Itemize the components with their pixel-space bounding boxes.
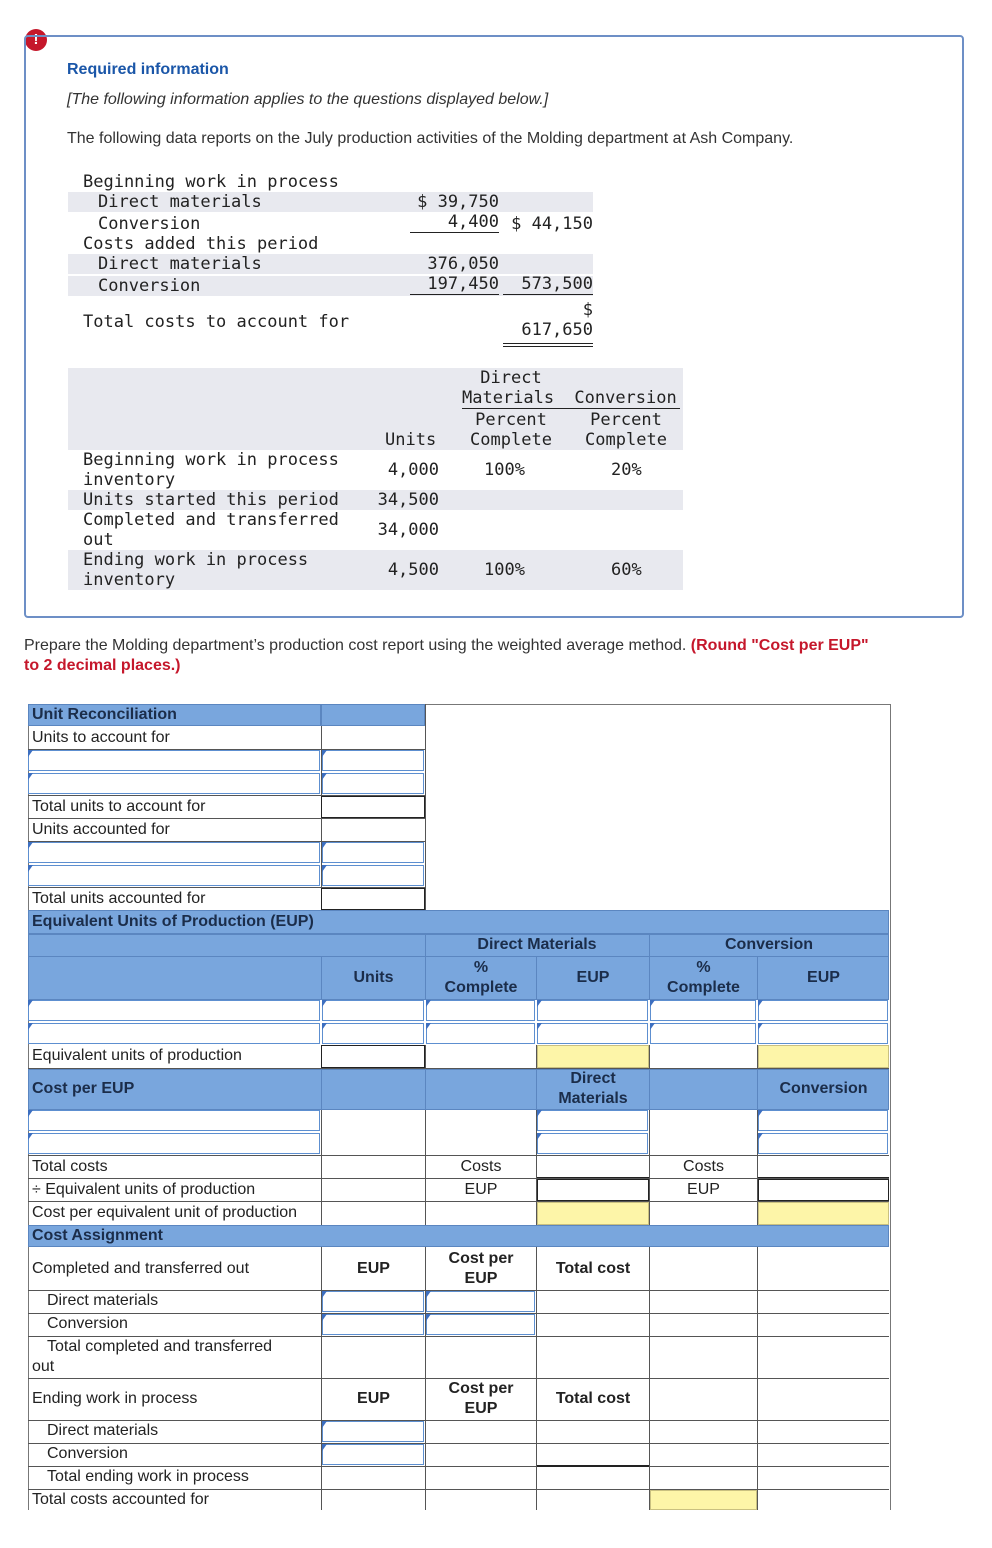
divider	[28, 818, 425, 819]
bwip-conv-value: 4,400	[410, 212, 499, 233]
conv-total-costs-value[interactable]	[758, 1156, 889, 1178]
eup-units-header: Units	[353, 969, 394, 986]
completed-dm-cost-per-eup-input[interactable]	[426, 1291, 535, 1312]
cost-per-eup-dm-header-2: Materials	[558, 1090, 628, 1107]
eup-row2-units-input[interactable]	[322, 1023, 424, 1044]
eup-title: Equivalent Units of Production (EUP)	[32, 913, 314, 930]
header-conv-percent: Percent	[590, 410, 662, 430]
divider	[425, 1069, 426, 1110]
bwip-dm-value: $ 39,750	[417, 192, 499, 212]
dm-total-costs-value[interactable]	[537, 1156, 649, 1178]
cost-per-eup-dm-header-1: Direct	[570, 1070, 616, 1087]
grand-total-dollar: $	[582, 300, 593, 320]
completed-cost-per-header-1: Cost per	[448, 1250, 514, 1267]
added-dm-label: Direct materials	[98, 254, 262, 274]
total-costs-label: Total costs	[32, 1158, 108, 1175]
header-dm-percent: Percent	[475, 410, 547, 430]
conv-cost-per-eup-value[interactable]	[758, 1202, 889, 1225]
eup-dm-pct-symbol: %	[473, 959, 489, 976]
total-completed-label-1: Total completed and transferred	[47, 1338, 273, 1355]
units-row-ewip-units: 4,500	[387, 560, 439, 580]
eup-dm-eup-header: EUP	[576, 969, 610, 986]
header-conversion: Conversion	[574, 388, 677, 408]
eup-row1-dm-pct-input[interactable]	[426, 1000, 535, 1021]
units-accounted-value-input-1[interactable]	[322, 842, 424, 863]
total-units-to-account-for-value[interactable]	[321, 796, 425, 818]
eup-conv-pct-symbol: %	[696, 959, 711, 976]
unit-reconciliation-title: Unit Reconciliation	[32, 706, 177, 723]
completed-conv-label: Conversion	[47, 1315, 128, 1332]
equivalent-units-dm-eup[interactable]	[537, 1045, 649, 1068]
divider	[321, 1069, 322, 1110]
units-row-bwip-conv: 20%	[611, 460, 642, 480]
divider	[28, 1378, 889, 1379]
units-row-bwip-units: 4,000	[387, 460, 439, 480]
dm-cost-per-eup-value[interactable]	[537, 1202, 649, 1225]
header-units: Units	[385, 430, 437, 450]
added-conv-label: Conversion	[98, 276, 201, 296]
completed-transferred-label: Completed and transferred out	[32, 1260, 250, 1277]
total-costs-label: Total costs to account for	[83, 312, 350, 332]
units-row-started-units: 34,500	[377, 490, 439, 510]
ending-wip-label: Ending work in process	[32, 1390, 198, 1407]
alert-icon: !	[25, 29, 47, 51]
ending-dm-eup-input[interactable]	[322, 1421, 424, 1442]
cost-row1-label-input[interactable]	[28, 1110, 320, 1131]
conv-costs-label: Costs	[683, 1158, 724, 1175]
eup-row2-dm-pct-input[interactable]	[426, 1023, 535, 1044]
units-row-ewip-conv: 60%	[611, 560, 642, 580]
divide-eup-label: ÷ Equivalent units of production	[32, 1181, 256, 1198]
divider	[28, 1466, 889, 1467]
completed-conv-cost-per-eup-input[interactable]	[426, 1314, 535, 1335]
divider	[28, 1443, 889, 1444]
divider	[28, 1336, 889, 1337]
divider	[321, 1110, 322, 1225]
total-units-to-account-for-label: Total units to account for	[32, 798, 206, 815]
eup-row2-label-input[interactable]	[28, 1023, 320, 1044]
total-units-accounted-for-value[interactable]	[321, 888, 425, 910]
eup-row1-conv-eup-input[interactable]	[758, 1000, 888, 1021]
bwip-conv-label: Conversion	[98, 214, 201, 234]
ending-conv-label: Conversion	[47, 1445, 128, 1462]
prompt-rounding-note-1: (Round "Cost per EUP"	[690, 637, 869, 654]
conv-eup-divisor-value[interactable]	[758, 1179, 889, 1201]
ending-eup-header: EUP	[357, 1390, 390, 1407]
added-label: Costs added this period	[83, 234, 319, 254]
bwip-total-value: $ 44,150	[511, 214, 593, 234]
eup-row2-conv-eup-input[interactable]	[758, 1023, 888, 1044]
eup-conv-eup-header: EUP	[807, 969, 840, 986]
cost-assignment-title: Cost Assignment	[32, 1227, 163, 1244]
bwip-label: Beginning work in process	[83, 172, 339, 192]
units-row-started-label: Units started this period	[83, 490, 339, 510]
ending-dm-label: Direct materials	[47, 1422, 159, 1439]
bwip-dm-label: Direct materials	[98, 192, 262, 212]
units-row-completed-label1: Completed and transferred	[83, 510, 339, 530]
cost-row2-dm-input[interactable]	[537, 1133, 648, 1154]
divider	[425, 704, 426, 910]
total-units-accounted-for-label: Total units accounted for	[32, 890, 206, 907]
cost-per-equivalent-unit-label: Cost per equivalent unit of production	[32, 1204, 298, 1221]
ending-cost-per-header-1: Cost per	[448, 1380, 514, 1397]
cost-per-eup-title: Cost per EUP	[32, 1080, 135, 1097]
units-row-bwip-label1: Beginning work in process	[83, 450, 339, 470]
completed-conv-eup-input[interactable]	[322, 1314, 424, 1335]
added-conv-value: 197,450	[410, 274, 499, 295]
divider	[28, 1489, 889, 1490]
units-accounted-label-input-2[interactable]	[28, 865, 320, 886]
completed-dm-label: Direct materials	[47, 1292, 159, 1309]
units-row-ewip-label1: Ending work in process	[83, 550, 309, 570]
cost-row2-conv-input[interactable]	[758, 1133, 888, 1154]
dm-costs-label: Costs	[460, 1158, 502, 1175]
completed-total-cost-header: Total cost	[555, 1260, 631, 1277]
header-top-row	[462, 388, 680, 409]
eup-row2-conv-pct-input[interactable]	[650, 1023, 756, 1044]
units-row-bwip-label2: inventory	[83, 470, 176, 490]
total-completed-label-2: out	[32, 1358, 55, 1375]
units-accounted-for-label: Units accounted for	[32, 821, 170, 838]
units-to-account-for-label: Units to account for	[32, 729, 170, 746]
eup-conv-pct-complete: Complete	[667, 979, 740, 996]
completed-eup-header: EUP	[357, 1260, 390, 1277]
units-row-bwip-dm: 100%	[484, 460, 525, 480]
completed-cost-per-header-2: EUP	[464, 1270, 498, 1287]
units-row-completed-label2: out	[83, 530, 114, 550]
cost-row1-dm-input[interactable]	[537, 1110, 648, 1131]
question-prompt	[24, 636, 964, 676]
total-ending-wip-underline	[537, 1465, 649, 1467]
cost-per-eup-conv-header: Conversion	[779, 1080, 868, 1097]
prompt-text: Prepare the Molding department’s production cost report using the weighted average method.	[24, 637, 687, 654]
total-costs-accounted-for-label: Total costs accounted for	[32, 1491, 209, 1508]
total-costs-accounted-for-value[interactable]	[650, 1490, 757, 1510]
cost-row2-label-input[interactable]	[28, 1133, 320, 1154]
equivalent-units-conv-eup[interactable]	[758, 1045, 889, 1068]
header-dm-complete: Complete	[470, 430, 552, 450]
eup-row1-label-input[interactable]	[28, 1000, 320, 1021]
conv-eup-label: EUP	[687, 1181, 720, 1198]
dm-eup-label: EUP	[464, 1181, 498, 1198]
ending-cost-per-header-2: EUP	[464, 1400, 498, 1417]
dm-eup-divisor-value[interactable]	[537, 1179, 649, 1201]
divider	[649, 1045, 650, 1068]
eup-dm-pct-complete: Complete	[444, 979, 518, 996]
grand-total-value: 617,650	[503, 320, 593, 347]
equivalent-units-total-units[interactable]	[321, 1045, 425, 1068]
units-accounted-value-input-2[interactable]	[322, 865, 424, 886]
eup-row1-conv-pct-input[interactable]	[650, 1000, 756, 1021]
header-dm-line2: Materials	[462, 388, 555, 408]
units-row-ewip-label2: inventory	[83, 570, 176, 590]
eup-dm-header: Direct Materials	[477, 936, 597, 953]
header-conv-complete: Complete	[585, 430, 667, 450]
eup-row1-units-input[interactable]	[322, 1000, 424, 1021]
cost-row1-conv-input[interactable]	[758, 1110, 888, 1131]
eup-row2-dm-eup-input[interactable]	[537, 1023, 648, 1044]
units-to-account-label-input-2[interactable]	[28, 773, 320, 794]
eup-conv-header: Conversion	[724, 936, 813, 953]
units-to-account-label-input-1[interactable]	[28, 750, 320, 771]
required-information-intro: The following data reports on the July production activities of the Molding department at Ash Company.	[67, 130, 794, 147]
eup-row1-dm-eup-input[interactable]	[537, 1000, 648, 1021]
ending-total-cost-header: Total cost	[555, 1390, 631, 1407]
units-to-account-value-input-2[interactable]	[322, 773, 424, 794]
required-information-subtitle: [The following information applies to the questions displayed below.]	[67, 91, 549, 108]
units-row-ewip-dm: 100%	[484, 560, 525, 580]
unit-reconciliation-header-units	[321, 704, 425, 726]
divider	[28, 956, 889, 957]
added-dm-value: 376,050	[427, 254, 499, 274]
prompt-rounding-note-2: to 2 decimal places.)	[24, 657, 181, 674]
units-to-account-value-input-1[interactable]	[322, 750, 424, 771]
header-dm-line1: Direct	[480, 368, 542, 388]
ending-conv-eup-input[interactable]	[322, 1444, 424, 1465]
units-row-completed-units: 34,000	[377, 520, 439, 540]
divider	[649, 1069, 650, 1110]
units-accounted-label-input-1[interactable]	[28, 842, 320, 863]
added-total-value: 573,500	[503, 274, 593, 295]
completed-dm-eup-input[interactable]	[322, 1291, 424, 1312]
equivalent-units-label: Equivalent units of production	[32, 1047, 242, 1064]
divider	[28, 1420, 889, 1421]
total-ending-wip-label: Total ending work in process	[47, 1468, 249, 1485]
required-information-title: Required information	[67, 61, 229, 78]
divider	[425, 1045, 426, 1068]
